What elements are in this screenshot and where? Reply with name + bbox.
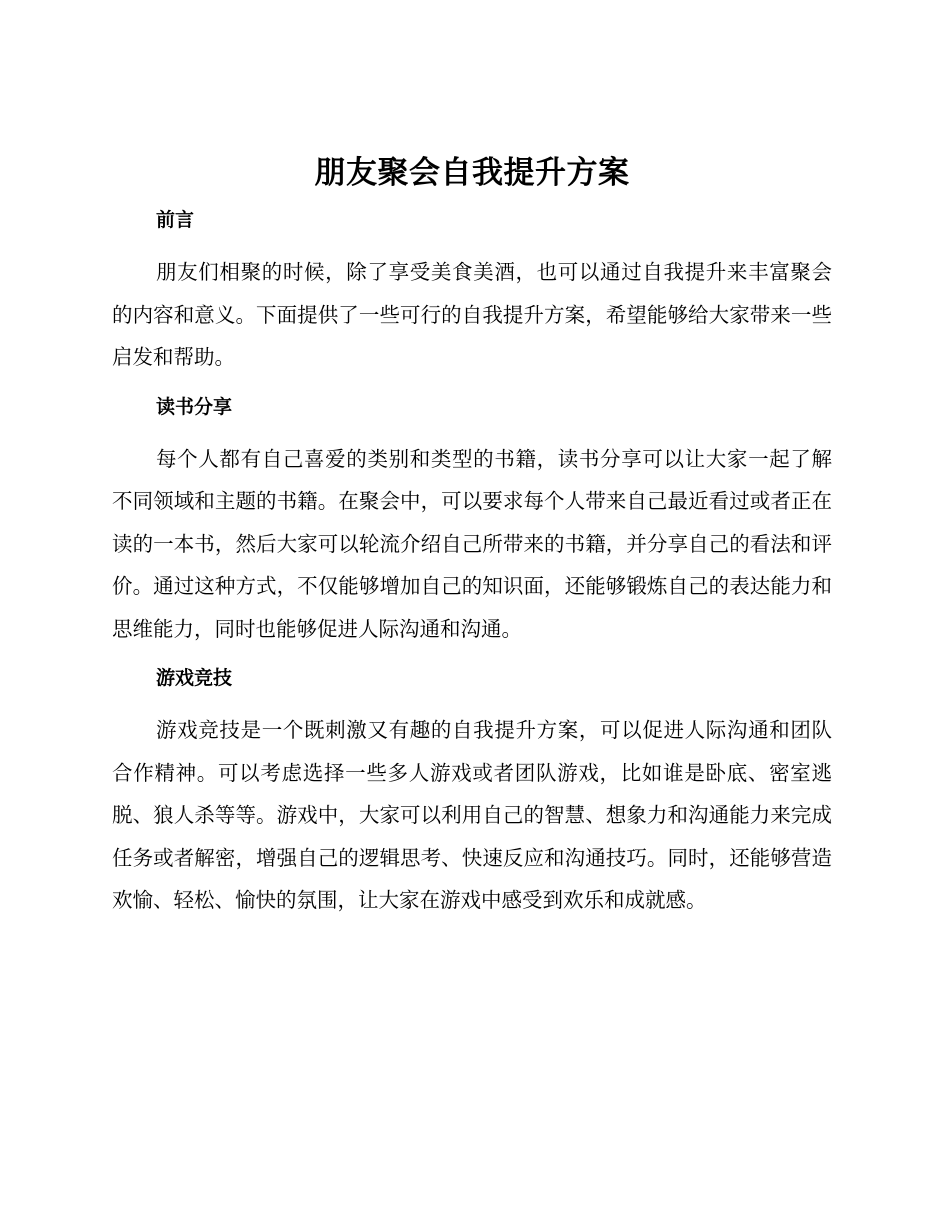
section-game-competition [112, 664, 832, 922]
section-body-game-competition: 游戏竞技是一个既刺激又有趣的自我提升方案，可以促进人际沟通和团队合作精神。可以考虑选择一些多人游戏或者团队游戏，比如谁是卧底、密室逃脱、狼人杀等等。游戏中，大家可以利用自己的智慧、想象力和沟通能力来完成任务或者解密，增强自己的逻辑思考、快速反应和沟通技巧。同时，还能够营造欢愉、轻松、愉快的氛围，让大家在游戏中感受到欢乐和成就感。 [112, 718, 832, 912]
section-heading-game-competition: 游戏竞技 [156, 667, 233, 689]
section-heading-preface: 前言 [156, 209, 195, 231]
section-body-book-sharing: 每个人都有自己喜爱的类别和类型的书籍，读书分享可以让大家一起了解不同领域和主题的书籍。在聚会中，可以要求每个人带来自己最近看过或者正在读的一本书，然后大家可以轮流介绍自己所带来的书籍，并分享自己的看法和评价。通过这种方式，不仅能够增加自己的知识面，还能够锻炼自己的表达能力和思维能力，同时也能够促进人际沟通和沟通。 [112, 446, 832, 641]
document-page [112, 148, 832, 922]
section-book-sharing [112, 393, 832, 651]
document-title: 朋友聚会自我提升方案 [314, 155, 630, 191]
section-body-preface: 朋友们相聚的时候，除了享受美食美酒，也可以通过自我提升来丰富聚会的内容和意义。下面提供了一些可行的自我提升方案，希望能够给大家带来一些启发和帮助。 [112, 260, 832, 369]
section-heading-book-sharing: 读书分享 [156, 395, 233, 418]
section-preface [112, 206, 832, 379]
